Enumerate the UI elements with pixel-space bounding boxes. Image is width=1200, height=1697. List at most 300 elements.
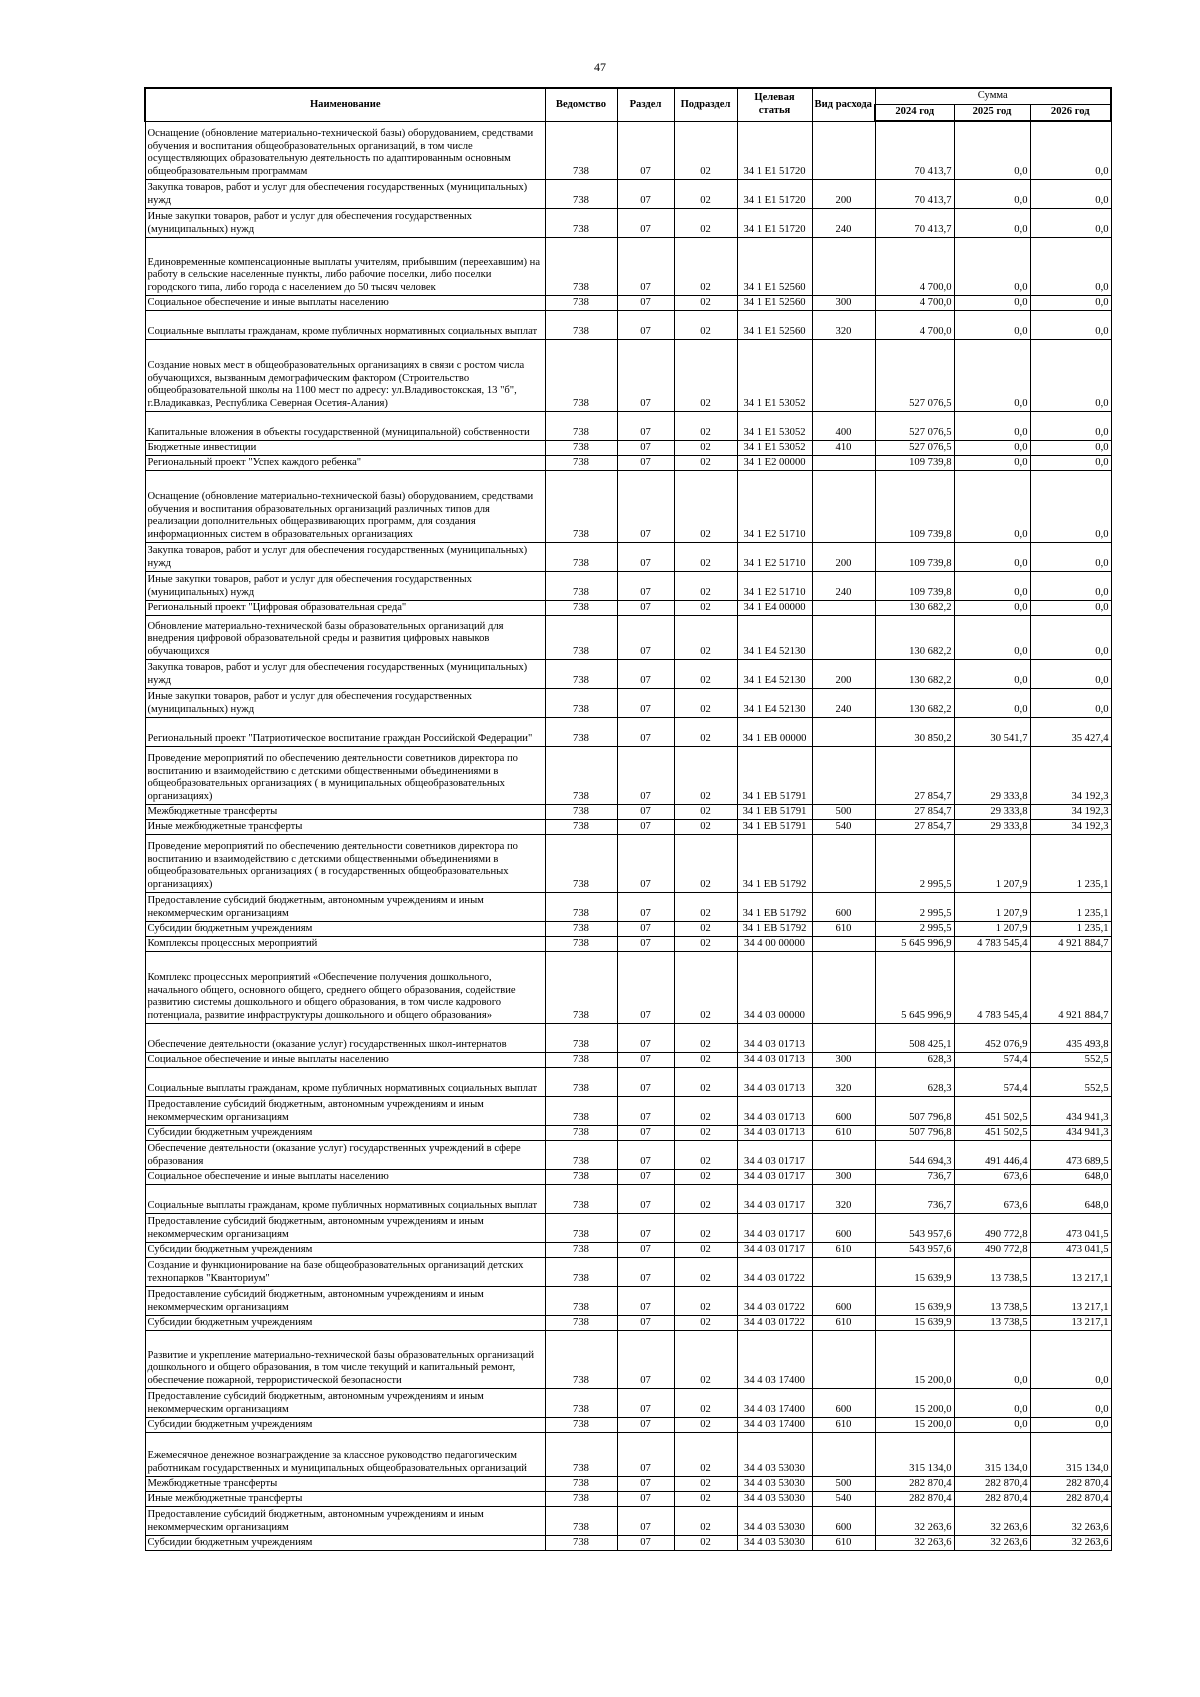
cell-section: 07 bbox=[617, 411, 674, 440]
cell-dept: 738 bbox=[545, 1242, 617, 1257]
cell-subsection: 02 bbox=[674, 1213, 737, 1242]
cell-section: 07 bbox=[617, 1388, 674, 1417]
cell-y2025: 29 333,8 bbox=[954, 804, 1030, 819]
table-row bbox=[145, 440, 1111, 455]
cell-type bbox=[812, 615, 875, 659]
cell-target: 34 1 E1 52560 bbox=[737, 237, 812, 295]
cell-type: 200 bbox=[812, 659, 875, 688]
cell-subsection: 02 bbox=[674, 571, 737, 600]
cell-subsection: 02 bbox=[674, 1432, 737, 1476]
cell-section: 07 bbox=[617, 1096, 674, 1125]
cell-dept: 738 bbox=[545, 179, 617, 208]
cell-y2026: 34 192,3 bbox=[1030, 819, 1111, 834]
cell-target: 34 4 00 00000 bbox=[737, 936, 812, 951]
cell-name: Проведение мероприятий по обеспечению деятельности советников директора по воспитанию и взаимодействию с детскими общественными объединениями в общеобразовательных организациях ( в государственных общеобразовательных организациях) bbox=[145, 834, 545, 892]
table-row bbox=[145, 295, 1111, 310]
cell-name: Капитальные вложения в объекты государственной (муниципальной) собственности bbox=[145, 411, 545, 440]
cell-y2024: 130 682,2 bbox=[875, 659, 954, 688]
cell-y2024: 130 682,2 bbox=[875, 615, 954, 659]
cell-y2025: 1 207,9 bbox=[954, 892, 1030, 921]
cell-y2025: 0,0 bbox=[954, 208, 1030, 237]
cell-y2024: 736,7 bbox=[875, 1184, 954, 1213]
header-2024: 2024 год bbox=[875, 104, 954, 121]
cell-name: Социальное обеспечение и иные выплаты населению bbox=[145, 1052, 545, 1067]
cell-type bbox=[812, 1257, 875, 1286]
cell-type bbox=[812, 339, 875, 411]
cell-target: 34 4 03 17400 bbox=[737, 1330, 812, 1388]
cell-type: 600 bbox=[812, 1506, 875, 1535]
cell-type: 320 bbox=[812, 1067, 875, 1096]
cell-name: Комплекс процессных мероприятий «Обеспечение получения дошкольного, начального общего, основного общего, среднего общего образования, содействие развитию системы дошкольного и общего образования, в том числе кадрового потенциала, развитие инфраструктуры дошкольного и общего образования» bbox=[145, 951, 545, 1023]
cell-y2024: 4 700,0 bbox=[875, 310, 954, 339]
cell-name: Обновление материально-технической базы образовательных организаций для внедрения цифровой образовательной среды и развития цифровых навыков обучающихся bbox=[145, 615, 545, 659]
header-2025: 2025 год bbox=[954, 104, 1030, 121]
cell-subsection: 02 bbox=[674, 1330, 737, 1388]
cell-y2025: 490 772,8 bbox=[954, 1242, 1030, 1257]
cell-y2025: 1 207,9 bbox=[954, 921, 1030, 936]
cell-subsection: 02 bbox=[674, 659, 737, 688]
cell-y2025: 452 076,9 bbox=[954, 1023, 1030, 1052]
cell-dept: 738 bbox=[545, 1315, 617, 1330]
cell-subsection: 02 bbox=[674, 1096, 737, 1125]
cell-y2026: 473 041,5 bbox=[1030, 1242, 1111, 1257]
cell-y2026: 0,0 bbox=[1030, 615, 1111, 659]
cell-subsection: 02 bbox=[674, 936, 737, 951]
header-target: Целевая статья bbox=[737, 88, 812, 121]
cell-type bbox=[812, 1330, 875, 1388]
cell-section: 07 bbox=[617, 1067, 674, 1096]
cell-y2025: 0,0 bbox=[954, 339, 1030, 411]
cell-y2026: 0,0 bbox=[1030, 600, 1111, 615]
cell-name: Предоставление субсидий бюджетным, автономным учреждениям и иным некоммерческим организациям bbox=[145, 1213, 545, 1242]
cell-dept: 738 bbox=[545, 542, 617, 571]
table-row bbox=[145, 121, 1111, 179]
table-row bbox=[145, 1388, 1111, 1417]
cell-y2025: 29 333,8 bbox=[954, 819, 1030, 834]
cell-y2026: 0,0 bbox=[1030, 208, 1111, 237]
cell-y2026: 35 427,4 bbox=[1030, 717, 1111, 746]
cell-y2024: 109 739,8 bbox=[875, 542, 954, 571]
cell-dept: 738 bbox=[545, 1184, 617, 1213]
cell-subsection: 02 bbox=[674, 1067, 737, 1096]
table-row bbox=[145, 1506, 1111, 1535]
cell-y2026: 0,0 bbox=[1030, 237, 1111, 295]
cell-target: 34 1 E1 53052 bbox=[737, 411, 812, 440]
cell-target: 34 1 EB 51791 bbox=[737, 804, 812, 819]
cell-dept: 738 bbox=[545, 1023, 617, 1052]
cell-section: 07 bbox=[617, 892, 674, 921]
cell-type: 300 bbox=[812, 295, 875, 310]
table-row bbox=[145, 1476, 1111, 1491]
cell-target: 34 4 03 01717 bbox=[737, 1140, 812, 1169]
cell-y2024: 32 263,6 bbox=[875, 1535, 954, 1550]
cell-name: Предоставление субсидий бюджетным, автономным учреждениям и иным некоммерческим организациям bbox=[145, 1096, 545, 1125]
cell-y2026: 0,0 bbox=[1030, 121, 1111, 179]
cell-target: 34 1 E2 51710 bbox=[737, 542, 812, 571]
cell-y2024: 628,3 bbox=[875, 1067, 954, 1096]
cell-dept: 738 bbox=[545, 208, 617, 237]
cell-section: 07 bbox=[617, 951, 674, 1023]
cell-subsection: 02 bbox=[674, 339, 737, 411]
cell-name: Социальные выплаты гражданам, кроме публичных нормативных социальных выплат bbox=[145, 310, 545, 339]
cell-y2026: 1 235,1 bbox=[1030, 921, 1111, 936]
header-section: Раздел bbox=[617, 88, 674, 121]
cell-subsection: 02 bbox=[674, 295, 737, 310]
cell-y2024: 527 076,5 bbox=[875, 339, 954, 411]
cell-type: 500 bbox=[812, 1476, 875, 1491]
cell-y2025: 32 263,6 bbox=[954, 1535, 1030, 1550]
cell-section: 07 bbox=[617, 1286, 674, 1315]
cell-y2025: 0,0 bbox=[954, 179, 1030, 208]
cell-target: 34 4 03 53030 bbox=[737, 1432, 812, 1476]
cell-section: 07 bbox=[617, 804, 674, 819]
cell-subsection: 02 bbox=[674, 1125, 737, 1140]
cell-name: Социальные выплаты гражданам, кроме публичных нормативных социальных выплат bbox=[145, 1067, 545, 1096]
cell-type: 600 bbox=[812, 892, 875, 921]
cell-y2024: 507 796,8 bbox=[875, 1096, 954, 1125]
cell-y2026: 4 921 884,7 bbox=[1030, 951, 1111, 1023]
cell-type: 200 bbox=[812, 542, 875, 571]
cell-subsection: 02 bbox=[674, 834, 737, 892]
cell-y2025: 0,0 bbox=[954, 1330, 1030, 1388]
cell-target: 34 1 E2 00000 bbox=[737, 455, 812, 470]
cell-target: 34 4 03 01713 bbox=[737, 1052, 812, 1067]
cell-y2025: 13 738,5 bbox=[954, 1315, 1030, 1330]
cell-name: Создание новых мест в общеобразовательных организациях в связи с ростом числа обучающихся, вызванным демографическим фактором (Строительство общеобразовательной школы на 1100 мест по адресу: ул.Владивостокская, 13 "б", г.Владикавказ, Республика Северная Осетия-Алания) bbox=[145, 339, 545, 411]
cell-type: 410 bbox=[812, 440, 875, 455]
cell-name: Региональный проект "Патриотическое воспитание граждан Российской Федерации" bbox=[145, 717, 545, 746]
cell-y2025: 13 738,5 bbox=[954, 1257, 1030, 1286]
cell-y2024: 5 645 996,9 bbox=[875, 951, 954, 1023]
cell-type: 500 bbox=[812, 804, 875, 819]
cell-type bbox=[812, 936, 875, 951]
cell-name: Субсидии бюджетным учреждениям bbox=[145, 1242, 545, 1257]
cell-subsection: 02 bbox=[674, 179, 737, 208]
cell-subsection: 02 bbox=[674, 121, 737, 179]
cell-subsection: 02 bbox=[674, 1535, 737, 1550]
cell-dept: 738 bbox=[545, 1213, 617, 1242]
cell-dept: 738 bbox=[545, 1169, 617, 1184]
cell-dept: 738 bbox=[545, 1067, 617, 1096]
cell-section: 07 bbox=[617, 339, 674, 411]
cell-name: Социальные выплаты гражданам, кроме публичных нормативных социальных выплат bbox=[145, 1184, 545, 1213]
cell-y2026: 648,0 bbox=[1030, 1169, 1111, 1184]
cell-y2026: 13 217,1 bbox=[1030, 1315, 1111, 1330]
cell-type bbox=[812, 951, 875, 1023]
cell-section: 07 bbox=[617, 1330, 674, 1388]
cell-name: Оснащение (обновление материально-технической базы) оборудованием, средствами обучения и воспитания образовательных организаций различных типов для реализации дополнительных общеразвивающих программ, для создания информационных систем в образовательных организациях bbox=[145, 470, 545, 542]
cell-y2026: 34 192,3 bbox=[1030, 746, 1111, 804]
cell-section: 07 bbox=[617, 921, 674, 936]
cell-section: 07 bbox=[617, 571, 674, 600]
cell-y2026: 0,0 bbox=[1030, 1330, 1111, 1388]
cell-target: 34 1 E1 51720 bbox=[737, 208, 812, 237]
cell-y2026: 1 235,1 bbox=[1030, 834, 1111, 892]
cell-target: 34 4 03 01722 bbox=[737, 1257, 812, 1286]
cell-subsection: 02 bbox=[674, 615, 737, 659]
cell-y2026: 0,0 bbox=[1030, 411, 1111, 440]
cell-target: 34 1 EB 51792 bbox=[737, 834, 812, 892]
cell-type: 600 bbox=[812, 1388, 875, 1417]
cell-section: 07 bbox=[617, 936, 674, 951]
table-row bbox=[145, 411, 1111, 440]
cell-name: Субсидии бюджетным учреждениям bbox=[145, 921, 545, 936]
table-row bbox=[145, 951, 1111, 1023]
table-row bbox=[145, 1417, 1111, 1432]
cell-section: 07 bbox=[617, 717, 674, 746]
cell-section: 07 bbox=[617, 1491, 674, 1506]
table-row bbox=[145, 1257, 1111, 1286]
cell-y2024: 27 854,7 bbox=[875, 819, 954, 834]
cell-target: 34 1 EB 00000 bbox=[737, 717, 812, 746]
cell-y2026: 282 870,4 bbox=[1030, 1491, 1111, 1506]
cell-name: Иные закупки товаров, работ и услуг для обеспечения государственных (муниципальных) нужд bbox=[145, 688, 545, 717]
cell-y2024: 70 413,7 bbox=[875, 208, 954, 237]
cell-subsection: 02 bbox=[674, 1388, 737, 1417]
cell-y2025: 451 502,5 bbox=[954, 1096, 1030, 1125]
cell-y2025: 4 783 545,4 bbox=[954, 936, 1030, 951]
cell-subsection: 02 bbox=[674, 1506, 737, 1535]
header-subsection: Подраздел bbox=[674, 88, 737, 121]
cell-target: 34 4 03 01713 bbox=[737, 1067, 812, 1096]
cell-y2024: 15 200,0 bbox=[875, 1417, 954, 1432]
cell-section: 07 bbox=[617, 310, 674, 339]
cell-y2024: 2 995,5 bbox=[875, 834, 954, 892]
cell-name: Региональный проект "Успех каждого ребенка" bbox=[145, 455, 545, 470]
cell-y2024: 15 639,9 bbox=[875, 1315, 954, 1330]
cell-y2024: 527 076,5 bbox=[875, 440, 954, 455]
cell-name: Предоставление субсидий бюджетным, автономным учреждениям и иным некоммерческим организациям bbox=[145, 1388, 545, 1417]
cell-y2024: 15 200,0 bbox=[875, 1388, 954, 1417]
cell-subsection: 02 bbox=[674, 1140, 737, 1169]
cell-name: Ежемесячное денежное вознаграждение за классное руководство педагогическим работникам государственных и муниципальных общеобразовательных организаций bbox=[145, 1432, 545, 1476]
cell-subsection: 02 bbox=[674, 542, 737, 571]
cell-y2024: 282 870,4 bbox=[875, 1491, 954, 1506]
cell-type: 610 bbox=[812, 1535, 875, 1550]
cell-name: Оснащение (обновление материально-технической базы) оборудованием, средствами обучения и воспитания общеобразовательных организаций, в том числе осуществляющих образовательную деятельность по адаптированным основным общеобразовательным программам bbox=[145, 121, 545, 179]
cell-subsection: 02 bbox=[674, 688, 737, 717]
cell-target: 34 1 E1 52560 bbox=[737, 310, 812, 339]
cell-dept: 738 bbox=[545, 892, 617, 921]
cell-y2025: 282 870,4 bbox=[954, 1476, 1030, 1491]
cell-target: 34 1 E2 51710 bbox=[737, 571, 812, 600]
cell-y2026: 0,0 bbox=[1030, 542, 1111, 571]
table-row bbox=[145, 746, 1111, 804]
cell-y2025: 0,0 bbox=[954, 470, 1030, 542]
cell-section: 07 bbox=[617, 1242, 674, 1257]
cell-dept: 738 bbox=[545, 746, 617, 804]
cell-type: 610 bbox=[812, 1242, 875, 1257]
cell-subsection: 02 bbox=[674, 921, 737, 936]
cell-subsection: 02 bbox=[674, 951, 737, 1023]
cell-y2025: 0,0 bbox=[954, 411, 1030, 440]
table-row bbox=[145, 688, 1111, 717]
cell-section: 07 bbox=[617, 1213, 674, 1242]
cell-y2024: 2 995,5 bbox=[875, 892, 954, 921]
cell-section: 07 bbox=[617, 1315, 674, 1330]
cell-y2025: 0,0 bbox=[954, 659, 1030, 688]
cell-y2024: 4 700,0 bbox=[875, 295, 954, 310]
cell-section: 07 bbox=[617, 1535, 674, 1550]
cell-section: 07 bbox=[617, 295, 674, 310]
table-row bbox=[145, 600, 1111, 615]
cell-y2025: 0,0 bbox=[954, 455, 1030, 470]
cell-y2025: 0,0 bbox=[954, 237, 1030, 295]
cell-y2025: 0,0 bbox=[954, 615, 1030, 659]
cell-y2026: 13 217,1 bbox=[1030, 1257, 1111, 1286]
cell-name: Комплексы процессных мероприятий bbox=[145, 936, 545, 951]
cell-dept: 738 bbox=[545, 615, 617, 659]
table-row bbox=[145, 179, 1111, 208]
cell-target: 34 1 E4 00000 bbox=[737, 600, 812, 615]
cell-section: 07 bbox=[617, 179, 674, 208]
cell-type: 300 bbox=[812, 1052, 875, 1067]
cell-section: 07 bbox=[617, 688, 674, 717]
table-row bbox=[145, 921, 1111, 936]
cell-y2025: 1 207,9 bbox=[954, 834, 1030, 892]
cell-type: 320 bbox=[812, 310, 875, 339]
cell-target: 34 1 EB 51791 bbox=[737, 746, 812, 804]
cell-dept: 738 bbox=[545, 121, 617, 179]
table-row bbox=[145, 1140, 1111, 1169]
cell-subsection: 02 bbox=[674, 310, 737, 339]
cell-name: Предоставление субсидий бюджетным, автономным учреждениям и иным некоммерческим организациям bbox=[145, 1286, 545, 1315]
cell-target: 34 1 E1 53052 bbox=[737, 339, 812, 411]
cell-y2025: 0,0 bbox=[954, 121, 1030, 179]
cell-target: 34 4 03 17400 bbox=[737, 1388, 812, 1417]
cell-section: 07 bbox=[617, 1169, 674, 1184]
cell-subsection: 02 bbox=[674, 1169, 737, 1184]
cell-subsection: 02 bbox=[674, 1476, 737, 1491]
cell-y2024: 109 739,8 bbox=[875, 455, 954, 470]
cell-subsection: 02 bbox=[674, 1184, 737, 1213]
cell-y2025: 0,0 bbox=[954, 1388, 1030, 1417]
cell-dept: 738 bbox=[545, 717, 617, 746]
budget-table bbox=[144, 87, 1112, 1551]
cell-type: 610 bbox=[812, 1417, 875, 1432]
cell-type bbox=[812, 1432, 875, 1476]
cell-dept: 738 bbox=[545, 1491, 617, 1506]
cell-y2025: 0,0 bbox=[954, 440, 1030, 455]
cell-y2024: 109 739,8 bbox=[875, 470, 954, 542]
header-dept: Ведомство bbox=[545, 88, 617, 121]
cell-y2024: 282 870,4 bbox=[875, 1476, 954, 1491]
table-row bbox=[145, 834, 1111, 892]
cell-type: 600 bbox=[812, 1286, 875, 1315]
cell-section: 07 bbox=[617, 1140, 674, 1169]
cell-type bbox=[812, 834, 875, 892]
table-row bbox=[145, 1169, 1111, 1184]
cell-y2026: 0,0 bbox=[1030, 455, 1111, 470]
cell-subsection: 02 bbox=[674, 455, 737, 470]
cell-name: Предоставление субсидий бюджетным, автономным учреждениям и иным некоммерческим организациям bbox=[145, 1506, 545, 1535]
cell-target: 34 1 EB 51792 bbox=[737, 921, 812, 936]
table-row bbox=[145, 804, 1111, 819]
cell-section: 07 bbox=[617, 834, 674, 892]
table-row bbox=[145, 237, 1111, 295]
cell-y2024: 527 076,5 bbox=[875, 411, 954, 440]
cell-name: Субсидии бюджетным учреждениям bbox=[145, 1535, 545, 1550]
table-row bbox=[145, 1242, 1111, 1257]
cell-subsection: 02 bbox=[674, 208, 737, 237]
cell-section: 07 bbox=[617, 615, 674, 659]
cell-name: Закупка товаров, работ и услуг для обеспечения государственных (муниципальных) нужд bbox=[145, 179, 545, 208]
cell-y2025: 29 333,8 bbox=[954, 746, 1030, 804]
cell-dept: 738 bbox=[545, 1535, 617, 1550]
cell-dept: 738 bbox=[545, 819, 617, 834]
table-row bbox=[145, 1286, 1111, 1315]
cell-y2026: 315 134,0 bbox=[1030, 1432, 1111, 1476]
cell-y2024: 508 425,1 bbox=[875, 1023, 954, 1052]
cell-y2024: 109 739,8 bbox=[875, 571, 954, 600]
cell-dept: 738 bbox=[545, 1052, 617, 1067]
cell-dept: 738 bbox=[545, 411, 617, 440]
cell-y2024: 130 682,2 bbox=[875, 688, 954, 717]
cell-type: 300 bbox=[812, 1169, 875, 1184]
cell-y2025: 0,0 bbox=[954, 600, 1030, 615]
cell-type: 240 bbox=[812, 688, 875, 717]
cell-target: 34 1 E4 52130 bbox=[737, 615, 812, 659]
cell-name: Региональный проект "Цифровая образовательная среда" bbox=[145, 600, 545, 615]
cell-subsection: 02 bbox=[674, 1052, 737, 1067]
cell-name: Иные межбюджетные трансферты bbox=[145, 819, 545, 834]
cell-y2025: 574,4 bbox=[954, 1067, 1030, 1096]
table-row bbox=[145, 1096, 1111, 1125]
cell-dept: 738 bbox=[545, 1125, 617, 1140]
cell-type: 610 bbox=[812, 1125, 875, 1140]
cell-name: Обеспечение деятельности (оказание услуг) государственных школ-интернатов bbox=[145, 1023, 545, 1052]
cell-name: Межбюджетные трансферты bbox=[145, 804, 545, 819]
cell-y2026: 473 041,5 bbox=[1030, 1213, 1111, 1242]
table-row bbox=[145, 571, 1111, 600]
cell-type bbox=[812, 121, 875, 179]
cell-section: 07 bbox=[617, 1052, 674, 1067]
cell-name: Развитие и укрепление материально-технической базы образовательных организаций дошкольного и общего образования, в том числе текущий и капитальный ремонт, обеспечение пожарной, террористической безопасности bbox=[145, 1330, 545, 1388]
cell-target: 34 1 E1 52560 bbox=[737, 295, 812, 310]
cell-y2026: 552,5 bbox=[1030, 1067, 1111, 1096]
cell-name: Иные закупки товаров, работ и услуг для обеспечения государственных (муниципальных) нужд bbox=[145, 208, 545, 237]
table-row bbox=[145, 1330, 1111, 1388]
cell-dept: 738 bbox=[545, 834, 617, 892]
table-body bbox=[145, 121, 1111, 1550]
cell-y2026: 0,0 bbox=[1030, 688, 1111, 717]
cell-type: 400 bbox=[812, 411, 875, 440]
cell-y2024: 30 850,2 bbox=[875, 717, 954, 746]
cell-y2025: 491 446,4 bbox=[954, 1140, 1030, 1169]
cell-section: 07 bbox=[617, 1257, 674, 1286]
cell-type bbox=[812, 1023, 875, 1052]
cell-dept: 738 bbox=[545, 571, 617, 600]
table-row bbox=[145, 542, 1111, 571]
cell-y2024: 70 413,7 bbox=[875, 179, 954, 208]
cell-y2026: 0,0 bbox=[1030, 295, 1111, 310]
cell-type: 240 bbox=[812, 208, 875, 237]
cell-y2026: 34 192,3 bbox=[1030, 804, 1111, 819]
cell-name: Создание и функционирование на базе общеобразовательных организаций детских технопарков "Кванториум" bbox=[145, 1257, 545, 1286]
cell-y2024: 5 645 996,9 bbox=[875, 936, 954, 951]
table-row bbox=[145, 1432, 1111, 1476]
cell-name: Проведение мероприятий по обеспечению деятельности советников директора по воспитанию и взаимодействию с детскими общественными объединениями в общеобразовательных организациях ( в муниципальных общеобразовательных организациях) bbox=[145, 746, 545, 804]
cell-type bbox=[812, 470, 875, 542]
cell-section: 07 bbox=[617, 440, 674, 455]
cell-target: 34 4 03 01713 bbox=[737, 1023, 812, 1052]
cell-subsection: 02 bbox=[674, 746, 737, 804]
cell-section: 07 bbox=[617, 208, 674, 237]
cell-name: Иные закупки товаров, работ и услуг для обеспечения государственных (муниципальных) нужд bbox=[145, 571, 545, 600]
cell-target: 34 4 03 01717 bbox=[737, 1242, 812, 1257]
cell-subsection: 02 bbox=[674, 1315, 737, 1330]
table-row bbox=[145, 339, 1111, 411]
